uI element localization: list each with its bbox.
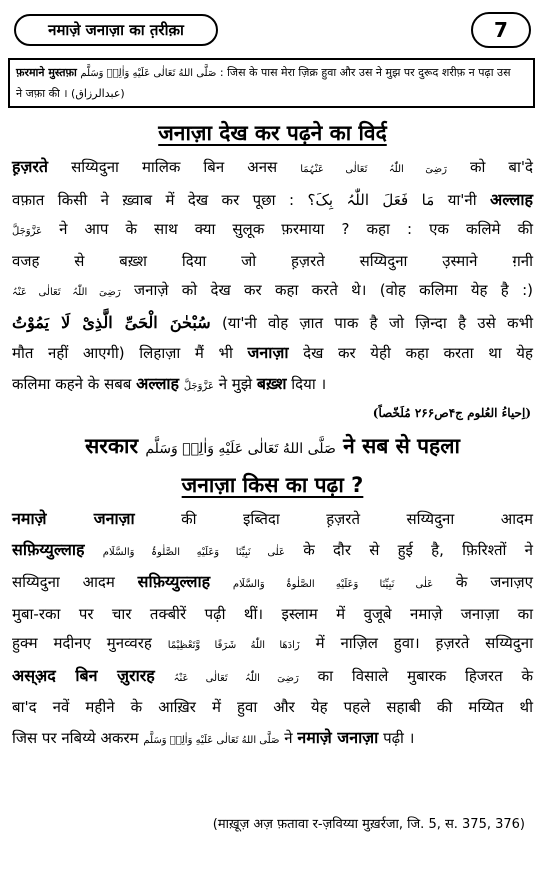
hadith-text-1: : जिस के पास मेरा ज़िक्र हुवा और उस ने मुझ पर दुरूद शरीफ़ न पढ़ा उस — [219, 66, 511, 79]
text: का विसाले मुबारक हिजरत के — [317, 666, 533, 685]
hazrate-bold: ह़ज़रते — [12, 157, 49, 176]
section1-paragraph — [8, 152, 537, 369]
allah-bold: अल्लाह — [490, 189, 533, 209]
text: वजह से बख़्श दिया जो ह़ज़रते सय्यिदुना उ़स्माने ग़नी — [12, 251, 533, 270]
honorific: رَضِیَ اللّٰہُ تَعَالٰی عَنْہُمَا — [300, 164, 447, 175]
honorific: عَزَّوَجَلَّ — [183, 380, 214, 392]
title-salutation: صَلَّى اللهُ تَعَالٰى عَلَيْهِ وَاٰلِهٖ وَسَلَّم — [145, 441, 336, 457]
text: कलिमा कहने के सबब — [12, 374, 132, 393]
text: (या'नी वोह ज़ात पाक है जो ज़िन्दा है उसे कभी — [221, 313, 533, 332]
honorific: زَادَهَا اللّٰهُ شَرَفًا وَّتَعْظِيْمًا — [167, 640, 300, 651]
text: हुक्म मदीनए मुनव्वरह — [12, 634, 152, 652]
namaze-janaza-bold: नमाज़े जनाज़ा — [297, 727, 379, 747]
arabic-phrase: مَا فَعَلَ اللّٰہُ بِکَ؟ — [307, 190, 435, 209]
text: में नाज़िल हुवा। ह़ज़रते सय्यिदुना — [315, 634, 533, 652]
text: दिया । — [291, 374, 327, 393]
hadith-box — [8, 58, 535, 108]
title-text: सरकार — [85, 434, 139, 458]
honorific: عَلٰی نَبِیِّنَا وَعَلَیْهِ الصَّلٰوۃُ وَالسَّلَام — [232, 579, 434, 590]
text: सय्यिदुना मालिक बिन अनस — [71, 158, 278, 176]
title-text: ने सब से पहला — [343, 434, 460, 458]
text: या'नी — [447, 190, 477, 209]
page-number: 7 — [471, 12, 531, 48]
text: की इब्तिदा ह़ज़रते सय्यिदुना आदम — [181, 510, 533, 528]
text: ने आप के साथ क्या सुलूक फ़रमाया ? कहा : एक कलिमे की — [59, 220, 533, 238]
hadith-text-2: ने जफ़ा की । (عبدالرزاق) — [16, 87, 125, 100]
honorific: عَلٰی نَبِیِّنَا وَعَلَیْهِ الصَّلٰوۃُ وَالسَّلَام — [102, 546, 285, 558]
text: पढ़ी । — [383, 728, 415, 747]
allah-bold: अल्लाह — [136, 373, 180, 393]
text: मौत नहीं आएगी) लिहाज़ा मैं भी — [12, 344, 233, 362]
text: ने मुझे — [218, 374, 253, 393]
text: सय्यिदुना आदम — [12, 573, 115, 591]
text: वफ़ात किसी ने ख़्वाब में देख कर पूछा : — [12, 190, 295, 209]
text: के जनाज़ए — [455, 573, 533, 591]
safiullah-bold: सफ़िय्युल्लाह — [12, 539, 85, 559]
text: मुबा-रका पर चार तक्बीरें पढ़ी थीं। इस्लाम में वुजूबे नमाज़े जनाज़ा का — [12, 604, 533, 623]
book-title: नमाज़े जनाज़ा का त़रीक़ा — [14, 14, 218, 46]
text: को बा'दे — [469, 158, 533, 176]
section2-title-line2: जनाज़ा किस का पढ़ा ? — [181, 473, 364, 497]
honorific: رَضِیَ اللّٰہُ تَعَالٰی عَنْہُ — [173, 672, 299, 684]
section2-paragraph — [8, 504, 537, 723]
honorific: رَضِیَ اللّٰہُ تَعَالٰی عَنْہُ — [12, 287, 121, 298]
text: ने — [284, 728, 293, 747]
section2-citation: (माख़ूज़ अज़ फ़तावा र-ज़विय्या मुख़र्रजा, जि. 5, स. 375, 376) — [212, 817, 525, 832]
asad-bold: अस्अ़द बिन ज़ुरारह — [12, 665, 155, 685]
text: बा'द नवें महीने के आख़िर में हुवा और येह पहले सहाबी की मय्यित थी — [12, 698, 533, 716]
section2-last-line — [8, 723, 537, 756]
arabic-kalima: سُبْحٰنَ الْحَیِّ الَّذِیْ لَا یَمُوْتُ — [12, 312, 211, 332]
janaza-bold: जनाज़ा — [247, 343, 289, 362]
hadith-salutation: صَلَّى اللهُ تَعَالٰى عَلَيْهِ وَاٰلِهٖ وَسَلَّم — [80, 68, 217, 79]
honorific: عَزَّوَجَلَّ — [12, 226, 43, 237]
hadith-label: फ़रमाने मुस्तफ़ा — [16, 66, 77, 79]
section1-title: जनाज़ा देख कर पढ़ने का विर्द — [158, 121, 387, 145]
page-header — [8, 8, 537, 52]
section1-last-line — [8, 369, 537, 402]
namaze-janaza-bold: नमाज़े जनाज़ा — [12, 509, 135, 528]
text: जिस पर नबिय्ये अकरम — [12, 728, 139, 747]
safiullah-bold: सफ़िय्युल्लाह — [137, 572, 211, 591]
text: जनाज़े को देख कर कहा करते थे। (वोह कलिमा येह है :) — [134, 281, 533, 299]
section2-title — [8, 431, 537, 464]
text: के दौर से हुई है, फ़िरिश्तों ने — [303, 540, 533, 559]
main-content — [8, 112, 537, 832]
bakhsh-bold: बख़्श — [256, 373, 287, 393]
text: देख कर येही कहा करता था येह — [303, 344, 533, 362]
section1-citation: (اِحیاءُ العُلوم ج۴ص۲۶۶ مُلَخّصاً) — [372, 406, 531, 420]
honorific: صَلَّى اللهُ تَعَالٰى عَلَيْهِ وَاٰلِهٖ وَسَلَّم — [143, 734, 280, 746]
